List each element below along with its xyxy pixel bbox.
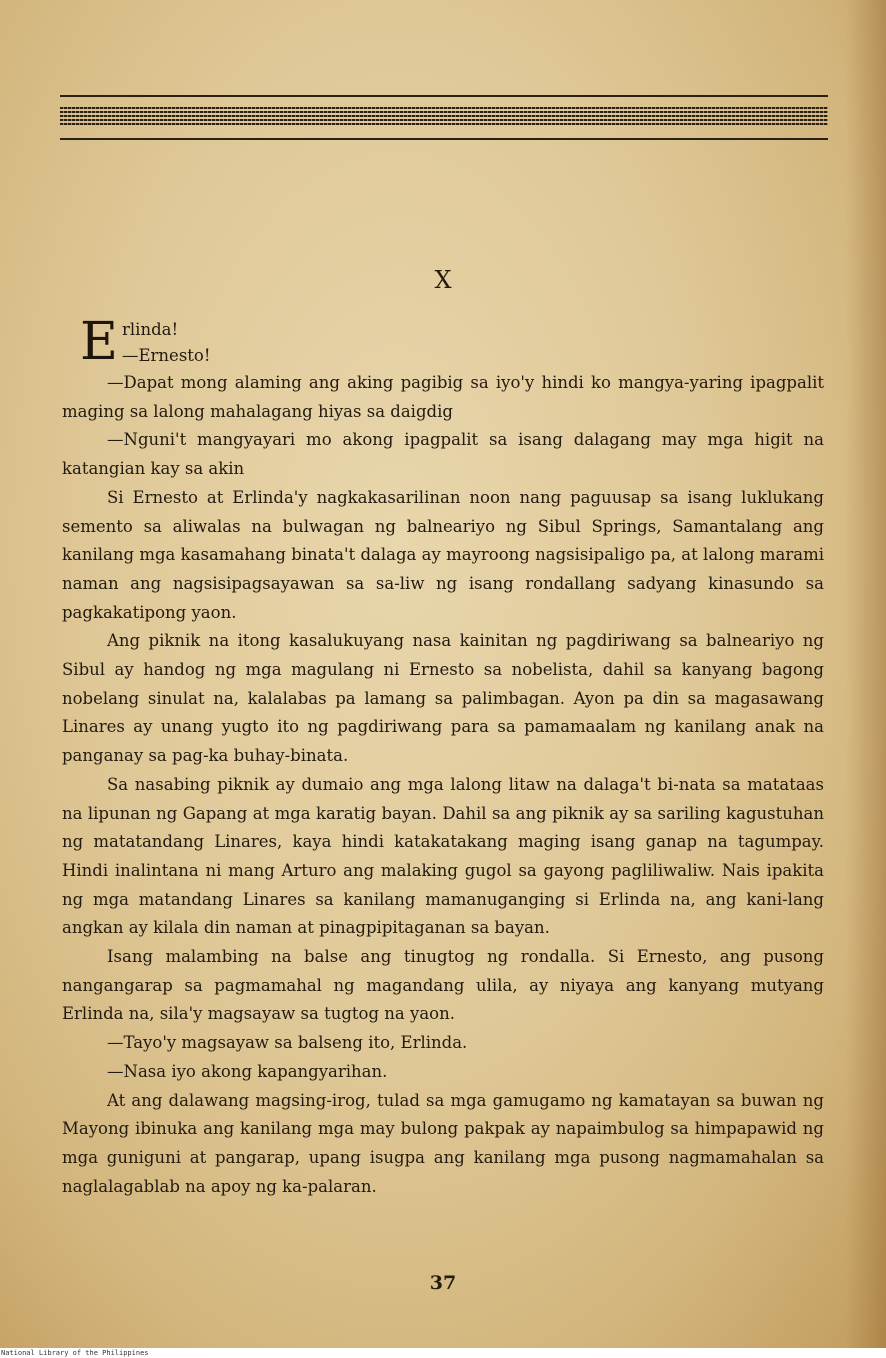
paragraph: Ang piknik na itong kasalukuyang nasa kainitan ng pagdiriwang sa balneariyo ng Sibul ay handog ng mga magulang ni Ernesto sa nobelista, dahil sa kanyang bagong nobelang sinulat na, kalalabas pa lamang sa palimbagan. Ayon pa din sa magasawang Linares ay unang yugto ito ng pagdiriwang para sa pamamaalam ng kanilang anak na panganay sa pag-ka buhay-binata.	[62, 631, 824, 766]
paragraph: Sa nasabing piknik ay dumaio ang mga lalong litaw na dalaga't bi-nata sa matataas na lipunan ng Gapang at mga karatig bayan. Dahil sa ang piknik ay sa sariling kagustuhan ng matatandang Linares, kaya hindi katakatakang maging isang ganap na tagumpay. Hindi inalintana ni mang Arturo ang malaking gugol sa gayong pagliliwaliw. Nais ipakita ng mga matandang Linares sa kanilang mamanuganging si Erlinda na, ang kani-lang angkan ay kilala din naman at pinagpipitaganan sa bayan.	[62, 774, 824, 938]
paragraph: Si Ernesto at Erlinda'y nagkakasarilinan noon nang paguusap sa isang luklukang semento sa aliwalas na bulwagan ng balneariyo ng Sibul Springs, Samantalang ang kanilang mga kasamahang binata't dalaga ay mayroong nagsisipaligo pa, at lalong marami naman ang nagsisipagsayawan sa sa-liw ng isang rondallang sadyang kinasundo sa pagkakatipong yaon.	[62, 487, 824, 622]
paragraph: —Nguni't mangyayari mo akong ipagpalit sa isang dalagang may mga higit na katangian kay sa akin	[62, 430, 824, 479]
footer-credit: National Library of the Philippines	[0, 1348, 886, 1358]
decorative-rule-band	[60, 107, 828, 125]
drop-cap: E	[80, 312, 118, 372]
chapter-numeral: X	[434, 266, 452, 294]
opening-line-1: rlinda!	[122, 320, 179, 339]
paragraph: Isang malambing na balse ang tinugtog ng rondalla. Si Ernesto, ang pusong nangangarap sa pagmamahal ng magandang ulila, ay niyaya ang kanyang mutyang Erlinda na, sila'y magsayaw sa tugtog na yaon.	[62, 947, 824, 1024]
paragraph: —Nasa iyo akong kapangyarihan.	[107, 1061, 388, 1081]
opening-dialogue	[62, 312, 824, 372]
paragraph: At ang dalawang magsing-irog, tulad sa mga gamugamo ng kamatayan sa buwan ng Mayong ibinuka ang kanilang mga may bulong pakpak ay napaimbulog sa himpapawid ng mga guniguni at pangarap, upang isugpa ang kanilang mga pusong nagmamahalan sa naglalagablab na apoy ng ka-palaran.	[62, 1090, 824, 1196]
page-number: 37	[429, 1272, 457, 1294]
opening-line-2: —Ernesto!	[122, 346, 211, 365]
paragraph: —Tayo'y magsayaw sa balseng ito, Erlinda.	[107, 1033, 468, 1053]
body-text	[62, 312, 824, 1201]
paragraph: —Dapat mong alaming ang aking pagibig sa iyo'y hindi ko mangya-yaring ipagpalit maging sa lalong mahalagang hiyas sa daigdig	[62, 373, 824, 421]
bottom-rule-thin	[60, 138, 828, 140]
top-rule-thin	[60, 95, 828, 97]
